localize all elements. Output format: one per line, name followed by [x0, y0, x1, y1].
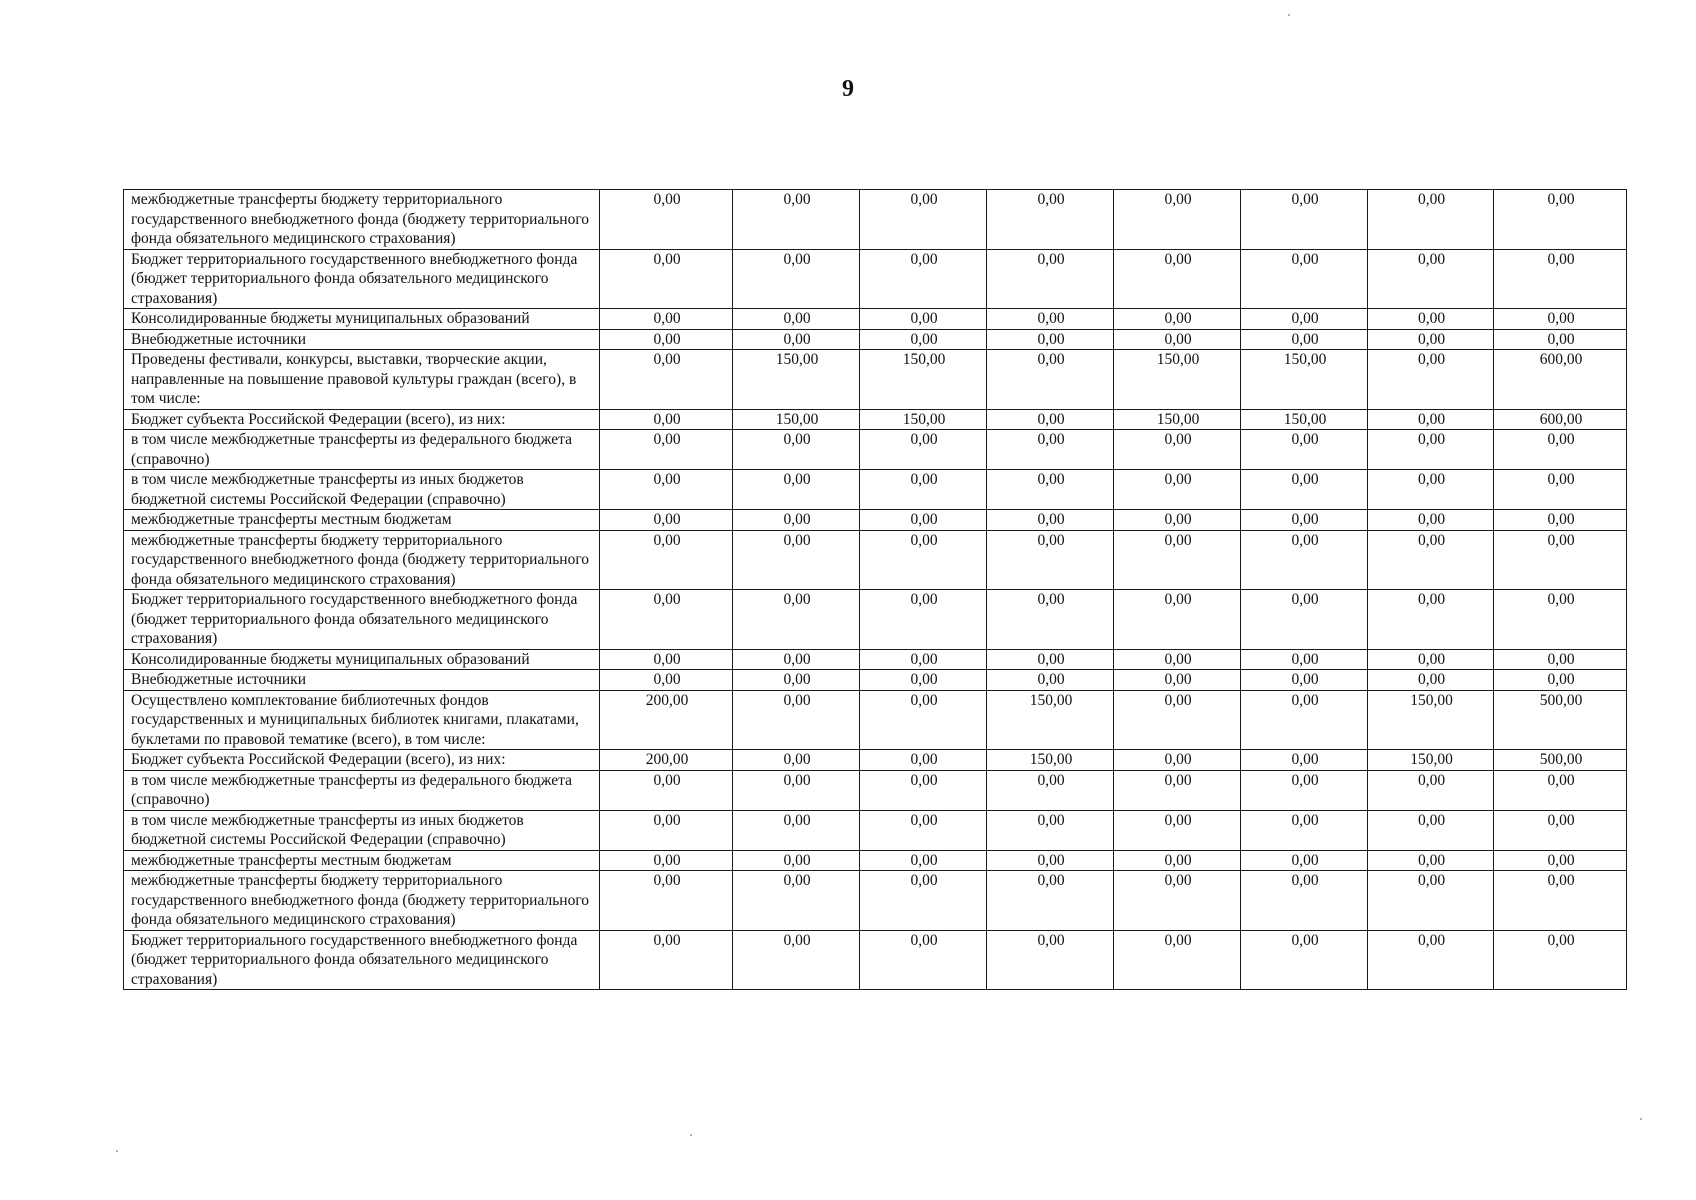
value-cell: 0,00 — [1368, 850, 1494, 871]
value-cell: 0,00 — [1494, 190, 1627, 250]
value-cell: 150,00 — [733, 350, 860, 410]
value-cell: 0,00 — [1114, 871, 1241, 931]
value-cell: 0,00 — [733, 309, 860, 330]
value-cell: 0,00 — [1241, 329, 1368, 350]
value-cell: 0,00 — [600, 530, 733, 590]
table-row — [124, 329, 1627, 350]
value-cell: 0,00 — [733, 649, 860, 670]
value-cell: 0,00 — [987, 871, 1114, 931]
value-cell: 600,00 — [1494, 350, 1627, 410]
value-cell: 0,00 — [600, 871, 733, 931]
table-row — [124, 409, 1627, 430]
value-cell: 0,00 — [1241, 530, 1368, 590]
table-row — [124, 530, 1627, 590]
table-row — [124, 810, 1627, 850]
value-cell: 0,00 — [1241, 249, 1368, 309]
value-cell: 0,00 — [1114, 309, 1241, 330]
value-cell: 0,00 — [600, 670, 733, 691]
value-cell: 0,00 — [600, 309, 733, 330]
row-label: Проведены фестивали, конкурсы, выставки, творческие акции, направленные на повышение правовой культуры граждан (всего), в том числе: — [124, 350, 600, 410]
row-label: Внебюджетные источники — [124, 329, 600, 350]
value-cell: 0,00 — [1241, 309, 1368, 330]
value-cell: 0,00 — [987, 850, 1114, 871]
value-cell: 0,00 — [1114, 430, 1241, 470]
value-cell: 0,00 — [860, 850, 987, 871]
scan-speck — [1640, 1118, 1642, 1120]
row-label: Консолидированные бюджеты муниципальных образований — [124, 649, 600, 670]
value-cell: 0,00 — [600, 649, 733, 670]
value-cell: 0,00 — [1368, 190, 1494, 250]
value-cell: 0,00 — [860, 510, 987, 531]
value-cell: 0,00 — [1368, 329, 1494, 350]
value-cell: 200,00 — [600, 750, 733, 771]
value-cell: 0,00 — [1494, 590, 1627, 650]
value-cell: 0,00 — [1368, 590, 1494, 650]
value-cell: 0,00 — [600, 249, 733, 309]
value-cell: 0,00 — [1494, 930, 1627, 990]
row-label: в том числе межбюджетные трансферты из иных бюджетов бюджетной системы Российской Федерации (справочно) — [124, 470, 600, 510]
value-cell: 0,00 — [860, 430, 987, 470]
value-cell: 0,00 — [1368, 309, 1494, 330]
value-cell: 0,00 — [1114, 470, 1241, 510]
scan-speck — [116, 1150, 118, 1152]
value-cell: 0,00 — [600, 850, 733, 871]
value-cell: 0,00 — [860, 649, 987, 670]
value-cell: 0,00 — [860, 810, 987, 850]
value-cell: 0,00 — [1494, 249, 1627, 309]
value-cell: 0,00 — [1114, 750, 1241, 771]
value-cell: 0,00 — [987, 329, 1114, 350]
table-row — [124, 470, 1627, 510]
value-cell: 0,00 — [1114, 530, 1241, 590]
value-cell: 0,00 — [860, 670, 987, 691]
row-label: Консолидированные бюджеты муниципальных образований — [124, 309, 600, 330]
value-cell: 0,00 — [600, 590, 733, 650]
value-cell: 0,00 — [1368, 409, 1494, 430]
table-row — [124, 350, 1627, 410]
value-cell: 0,00 — [1368, 649, 1494, 670]
value-cell: 0,00 — [600, 430, 733, 470]
row-label: межбюджетные трансферты бюджету территориального государственного внебюджетного фонда (бюджету территориального фонда обязательного медицинского страхования) — [124, 190, 600, 250]
table-row — [124, 670, 1627, 691]
value-cell: 0,00 — [1368, 350, 1494, 410]
value-cell: 0,00 — [1114, 510, 1241, 531]
value-cell: 0,00 — [733, 530, 860, 590]
row-label: межбюджетные трансферты местным бюджетам — [124, 510, 600, 531]
table-row — [124, 930, 1627, 990]
value-cell: 0,00 — [987, 649, 1114, 670]
value-cell: 0,00 — [1114, 930, 1241, 990]
value-cell: 0,00 — [987, 930, 1114, 990]
value-cell: 0,00 — [1494, 309, 1627, 330]
value-cell: 0,00 — [1494, 649, 1627, 670]
value-cell: 0,00 — [1114, 590, 1241, 650]
value-cell: 0,00 — [987, 249, 1114, 309]
table-row — [124, 871, 1627, 931]
value-cell: 150,00 — [1368, 750, 1494, 771]
row-label: Бюджет территориального государственного внебюджетного фонда (бюджет территориального фонда обязательного медицинского страхования) — [124, 590, 600, 650]
row-label: в том числе межбюджетные трансферты из федерального бюджета (справочно) — [124, 770, 600, 810]
value-cell: 0,00 — [860, 190, 987, 250]
value-cell: 0,00 — [1114, 810, 1241, 850]
value-cell: 0,00 — [987, 190, 1114, 250]
value-cell: 0,00 — [1368, 670, 1494, 691]
table-row — [124, 649, 1627, 670]
row-label: в том числе межбюджетные трансферты из иных бюджетов бюджетной системы Российской Федерации (справочно) — [124, 810, 600, 850]
budget-table — [123, 189, 1627, 990]
value-cell: 150,00 — [860, 409, 987, 430]
value-cell: 0,00 — [987, 309, 1114, 330]
value-cell: 0,00 — [860, 930, 987, 990]
value-cell: 0,00 — [987, 530, 1114, 590]
value-cell: 0,00 — [860, 470, 987, 510]
page-number: 9 — [842, 76, 854, 102]
value-cell: 0,00 — [1241, 430, 1368, 470]
value-cell: 0,00 — [733, 430, 860, 470]
value-cell: 0,00 — [1241, 770, 1368, 810]
value-cell: 0,00 — [1241, 930, 1368, 990]
value-cell: 0,00 — [1494, 850, 1627, 871]
row-label: Осуществлено комплектование библиотечных фондов государственных и муниципальных библиотек книгами, плакатами, буклетами по правовой тематике (всего), в том числе: — [124, 690, 600, 750]
value-cell: 0,00 — [600, 770, 733, 810]
value-cell: 0,00 — [1114, 770, 1241, 810]
value-cell: 0,00 — [1494, 329, 1627, 350]
value-cell: 0,00 — [600, 810, 733, 850]
value-cell: 0,00 — [600, 930, 733, 990]
value-cell: 0,00 — [860, 249, 987, 309]
row-label: Бюджет субъекта Российской Федерации (всего), из них: — [124, 750, 600, 771]
table-row — [124, 750, 1627, 771]
value-cell: 0,00 — [987, 590, 1114, 650]
value-cell: 0,00 — [733, 850, 860, 871]
value-cell: 150,00 — [1241, 409, 1368, 430]
table-body — [124, 190, 1627, 990]
value-cell: 0,00 — [1114, 690, 1241, 750]
row-label: Бюджет территориального государственного внебюджетного фонда (бюджет территориального фонда обязательного медицинского страхования) — [124, 930, 600, 990]
value-cell: 0,00 — [1241, 649, 1368, 670]
value-cell: 150,00 — [987, 690, 1114, 750]
value-cell: 0,00 — [1114, 850, 1241, 871]
value-cell: 0,00 — [1114, 190, 1241, 250]
table-row — [124, 249, 1627, 309]
value-cell: 0,00 — [1241, 810, 1368, 850]
value-cell: 0,00 — [733, 510, 860, 531]
value-cell: 0,00 — [1368, 249, 1494, 309]
value-cell: 0,00 — [987, 670, 1114, 691]
value-cell: 0,00 — [733, 930, 860, 990]
table-row — [124, 309, 1627, 330]
value-cell: 0,00 — [733, 470, 860, 510]
value-cell: 0,00 — [1241, 750, 1368, 771]
value-cell: 0,00 — [1368, 930, 1494, 990]
value-cell: 0,00 — [733, 770, 860, 810]
value-cell: 0,00 — [1114, 329, 1241, 350]
value-cell: 0,00 — [860, 309, 987, 330]
value-cell: 0,00 — [1368, 770, 1494, 810]
value-cell: 0,00 — [1494, 470, 1627, 510]
value-cell: 0,00 — [1241, 670, 1368, 691]
row-label: межбюджетные трансферты бюджету территориального государственного внебюджетного фонда (бюджету территориального фонда обязательного медицинского страхования) — [124, 530, 600, 590]
value-cell: 0,00 — [600, 409, 733, 430]
value-cell: 0,00 — [1494, 530, 1627, 590]
row-label: межбюджетные трансферты местным бюджетам — [124, 850, 600, 871]
value-cell: 0,00 — [860, 871, 987, 931]
table-row — [124, 190, 1627, 250]
table-row — [124, 510, 1627, 531]
value-cell: 0,00 — [733, 810, 860, 850]
value-cell: 0,00 — [987, 810, 1114, 850]
value-cell: 0,00 — [600, 350, 733, 410]
table-row — [124, 590, 1627, 650]
value-cell: 0,00 — [733, 249, 860, 309]
value-cell: 0,00 — [1241, 871, 1368, 931]
value-cell: 0,00 — [860, 590, 987, 650]
value-cell: 0,00 — [733, 190, 860, 250]
value-cell: 150,00 — [1368, 690, 1494, 750]
value-cell: 0,00 — [733, 670, 860, 691]
value-cell: 0,00 — [600, 470, 733, 510]
value-cell: 0,00 — [860, 770, 987, 810]
value-cell: 0,00 — [860, 690, 987, 750]
table-row — [124, 690, 1627, 750]
value-cell: 0,00 — [733, 690, 860, 750]
value-cell: 0,00 — [1368, 530, 1494, 590]
value-cell: 0,00 — [1368, 810, 1494, 850]
value-cell: 150,00 — [987, 750, 1114, 771]
value-cell: 150,00 — [860, 350, 987, 410]
row-label: межбюджетные трансферты бюджету территориального государственного внебюджетного фонда (бюджету территориального фонда обязательного медицинского страхования) — [124, 871, 600, 931]
value-cell: 0,00 — [1114, 249, 1241, 309]
value-cell: 0,00 — [987, 409, 1114, 430]
table-row — [124, 770, 1627, 810]
value-cell: 0,00 — [1241, 190, 1368, 250]
value-cell: 0,00 — [733, 329, 860, 350]
scan-speck — [1288, 14, 1290, 16]
value-cell: 0,00 — [1241, 590, 1368, 650]
value-cell: 0,00 — [600, 510, 733, 531]
row-label: Бюджет субъекта Российской Федерации (всего), из них: — [124, 409, 600, 430]
value-cell: 200,00 — [600, 690, 733, 750]
value-cell: 0,00 — [1114, 649, 1241, 670]
value-cell: 0,00 — [1368, 510, 1494, 531]
value-cell: 0,00 — [860, 530, 987, 590]
value-cell: 0,00 — [733, 590, 860, 650]
value-cell: 0,00 — [1241, 850, 1368, 871]
value-cell: 0,00 — [1241, 690, 1368, 750]
value-cell: 0,00 — [1494, 810, 1627, 850]
value-cell: 0,00 — [733, 871, 860, 931]
value-cell: 0,00 — [987, 510, 1114, 531]
value-cell: 0,00 — [1494, 770, 1627, 810]
value-cell: 0,00 — [1494, 871, 1627, 931]
value-cell: 0,00 — [1368, 470, 1494, 510]
value-cell: 150,00 — [1241, 350, 1368, 410]
value-cell: 0,00 — [987, 350, 1114, 410]
table-row — [124, 850, 1627, 871]
row-label: Бюджет территориального государственного внебюджетного фонда (бюджет территориального фонда обязательного медицинского страхования) — [124, 249, 600, 309]
value-cell: 0,00 — [1494, 670, 1627, 691]
value-cell: 500,00 — [1494, 750, 1627, 771]
value-cell: 0,00 — [987, 430, 1114, 470]
table-row — [124, 430, 1627, 470]
value-cell: 0,00 — [987, 770, 1114, 810]
value-cell: 150,00 — [1114, 350, 1241, 410]
row-label: Внебюджетные источники — [124, 670, 600, 691]
value-cell: 500,00 — [1494, 690, 1627, 750]
value-cell: 0,00 — [600, 329, 733, 350]
value-cell: 0,00 — [733, 750, 860, 771]
value-cell: 0,00 — [1114, 670, 1241, 691]
value-cell: 0,00 — [1368, 871, 1494, 931]
value-cell: 0,00 — [1494, 510, 1627, 531]
value-cell: 0,00 — [1368, 430, 1494, 470]
value-cell: 0,00 — [987, 470, 1114, 510]
value-cell: 150,00 — [733, 409, 860, 430]
scan-speck — [690, 1134, 692, 1136]
value-cell: 600,00 — [1494, 409, 1627, 430]
value-cell: 0,00 — [1494, 430, 1627, 470]
value-cell: 0,00 — [860, 329, 987, 350]
value-cell: 150,00 — [1114, 409, 1241, 430]
row-label: в том числе межбюджетные трансферты из федерального бюджета (справочно) — [124, 430, 600, 470]
value-cell: 0,00 — [1241, 510, 1368, 531]
value-cell: 0,00 — [1241, 470, 1368, 510]
value-cell: 0,00 — [600, 190, 733, 250]
value-cell: 0,00 — [860, 750, 987, 771]
